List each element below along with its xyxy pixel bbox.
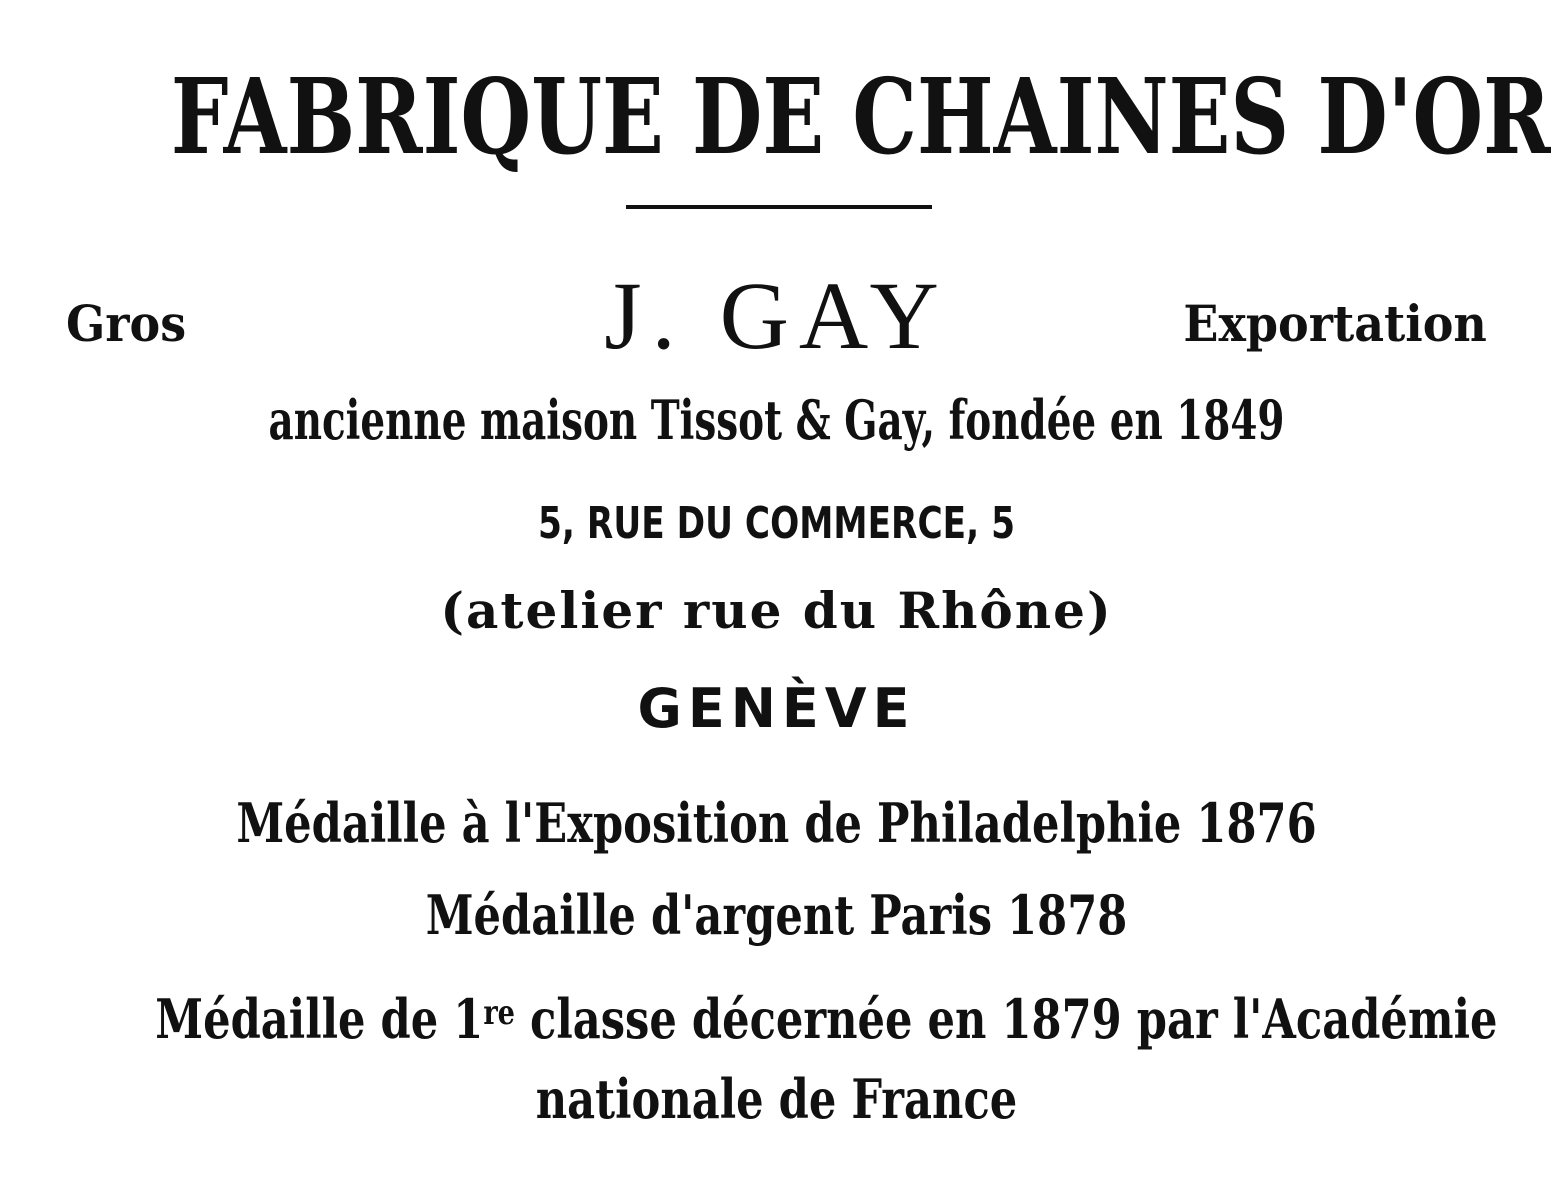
wholesale-label: Gros [66, 294, 187, 353]
street-address: 5, RUE DU COMMERCE, 5 [538, 498, 1015, 549]
divider-rule [626, 205, 932, 209]
city-name: GENÈVE [637, 677, 916, 740]
award-academy-continuation: nationale de France [535, 1067, 1018, 1131]
export-label: Exportation [1183, 294, 1487, 353]
headline: FABRIQUE DE CHAINES D'OR [170, 55, 1551, 178]
award-academy-end: classe décernée en 1879 par l'Académie [514, 987, 1498, 1051]
proprietor-row [0, 262, 1553, 369]
former-house: ancienne maison Tissot & Gay, fondée en 1849 [268, 388, 1285, 452]
award-philadelphia: Médaille à l'Exposition de Philadelphie 1876 [236, 791, 1317, 855]
proprietor-name: J. GAY [604, 262, 949, 369]
award-academy [155, 978, 1498, 1054]
award-academy-start: Médaille de 1 [155, 987, 484, 1051]
workshop-location: (atelier rue du Rhône) [440, 581, 1113, 640]
award-paris: Médaille d'argent Paris 1878 [425, 883, 1128, 947]
award-academy-superscript: re [483, 993, 515, 1033]
